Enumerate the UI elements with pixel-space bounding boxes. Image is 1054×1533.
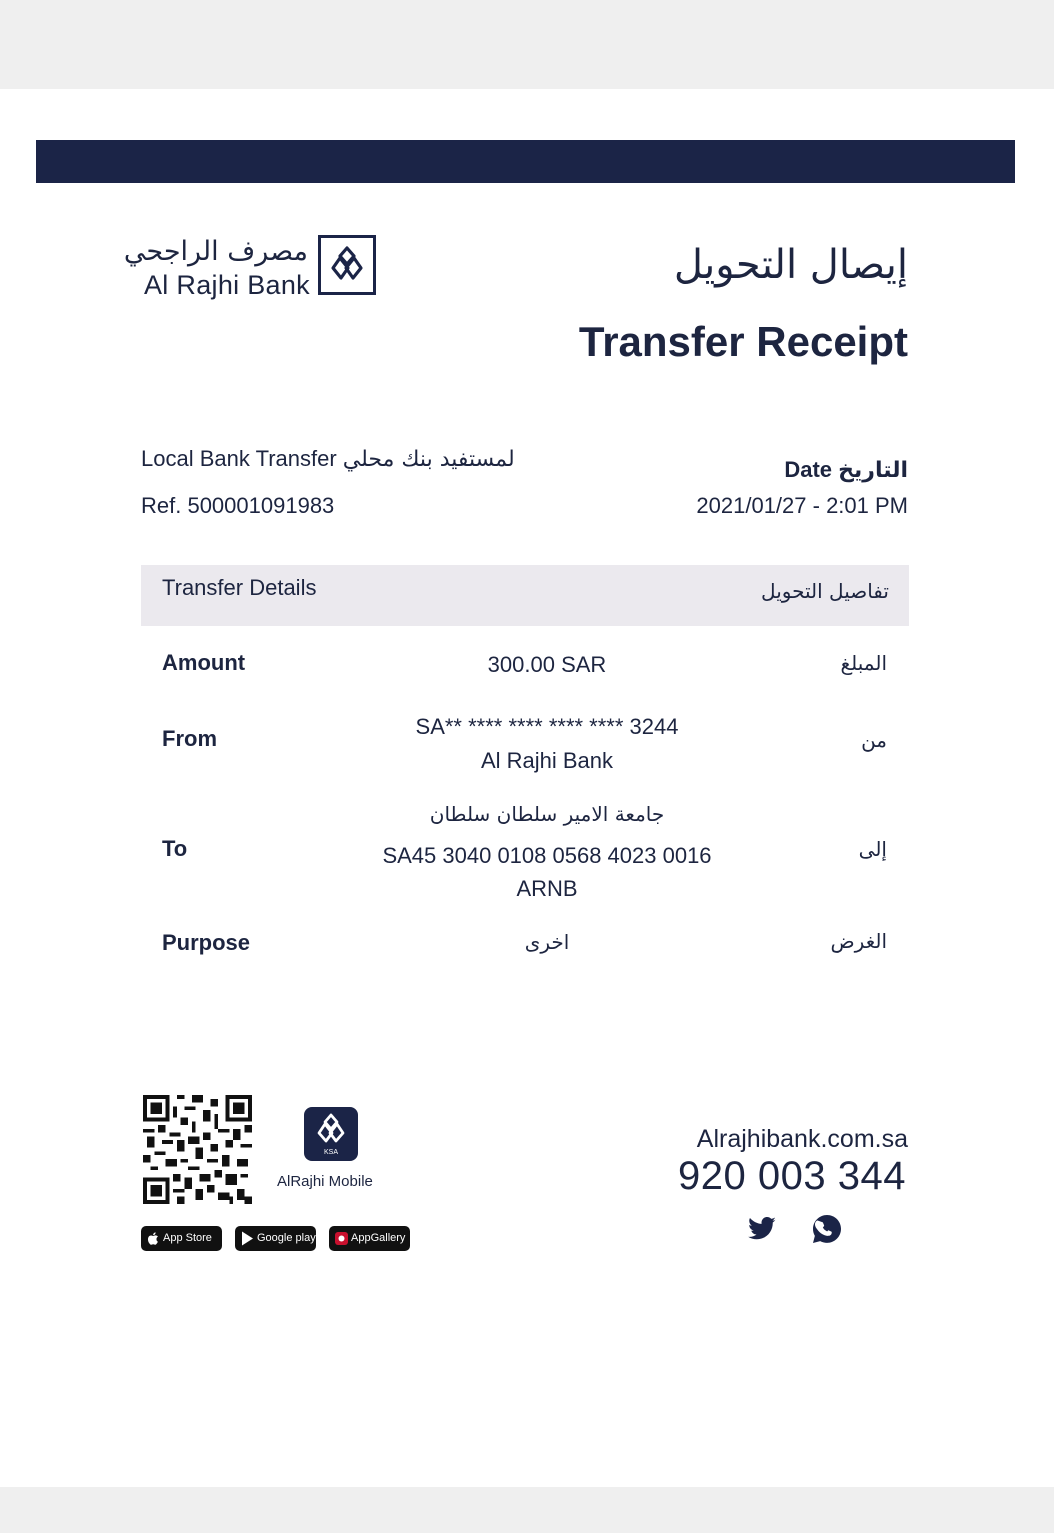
bottom-margin bbox=[0, 1487, 1054, 1533]
transfer-type-ar: لمستفيد بنك محلي bbox=[342, 447, 515, 472]
app-name: AlRajhi Mobile bbox=[277, 1173, 373, 1190]
amount-value: 300.00 SAR bbox=[487, 652, 607, 677]
from-account: SA** **** **** **** **** 3244 bbox=[415, 714, 679, 739]
to-beneficiary-name: جامعة الامير سلطان سلطان bbox=[429, 802, 665, 826]
purpose-label-en: Purpose bbox=[162, 930, 251, 955]
to-bank: ARNB bbox=[516, 876, 578, 901]
google-play-label: Google play bbox=[257, 1232, 316, 1244]
date-label-en: Date bbox=[784, 457, 833, 482]
from-bank: Al Rajhi Bank bbox=[480, 748, 614, 773]
transfer-details-title-ar: تفاصيل التحويل bbox=[761, 579, 889, 603]
date-label-ar: التاريخ bbox=[838, 458, 908, 483]
amount-label-ar: المبلغ bbox=[840, 651, 887, 675]
to-label-en: To bbox=[162, 836, 188, 861]
app-gallery-badge[interactable] bbox=[329, 1226, 410, 1251]
purpose-value: اخرى bbox=[524, 930, 570, 954]
to-label-ar: إلى bbox=[858, 837, 887, 861]
whatsapp-icon[interactable] bbox=[811, 1213, 843, 1245]
top-margin bbox=[0, 0, 1054, 89]
apple-icon bbox=[147, 1231, 160, 1246]
bank-emblem-icon bbox=[318, 235, 376, 295]
amount-label-en: Amount bbox=[162, 650, 246, 675]
app-gallery-label: AppGallery bbox=[351, 1232, 406, 1244]
purpose-label-ar: الغرض bbox=[830, 929, 887, 953]
transfer-type-en: Local Bank Transfer bbox=[141, 446, 337, 471]
to-account: SA45 3040 0108 0568 4023 0016 bbox=[382, 843, 712, 868]
app-store-badge[interactable] bbox=[141, 1226, 222, 1251]
phone-number[interactable]: 920 003 344 bbox=[678, 1154, 906, 1198]
receipt-title-ar: إيصال التحويل bbox=[673, 242, 908, 288]
qr-code[interactable] bbox=[143, 1095, 252, 1204]
transfer-details-header bbox=[141, 565, 909, 626]
app-store-label: App Store bbox=[163, 1232, 212, 1244]
huawei-icon bbox=[335, 1231, 348, 1246]
website-link[interactable]: Alrajhibank.com.sa bbox=[696, 1125, 908, 1153]
alrajhi-mobile-app-icon[interactable] bbox=[304, 1107, 358, 1161]
app-badge-text: KSA bbox=[323, 1149, 339, 1156]
bank-name-ar: مصرف الراجحي bbox=[123, 236, 308, 267]
bank-logo bbox=[123, 234, 380, 300]
google-play-badge[interactable] bbox=[235, 1226, 316, 1251]
date-label bbox=[784, 457, 908, 483]
transfer-details-title-en: Transfer Details bbox=[162, 575, 317, 600]
google-play-icon bbox=[241, 1231, 254, 1246]
bank-name-en: Al Rajhi Bank bbox=[144, 270, 310, 300]
receipt-title-en: Transfer Receipt bbox=[578, 318, 908, 365]
header-bar bbox=[36, 140, 1015, 183]
date-value: 2021/01/27 - 2:01 PM bbox=[696, 493, 908, 518]
from-label-en: From bbox=[162, 726, 217, 751]
from-label-ar: من bbox=[861, 728, 887, 752]
transfer-type bbox=[141, 446, 515, 472]
twitter-icon[interactable] bbox=[746, 1214, 778, 1244]
reference-number: Ref. 500001091983 bbox=[141, 493, 335, 518]
